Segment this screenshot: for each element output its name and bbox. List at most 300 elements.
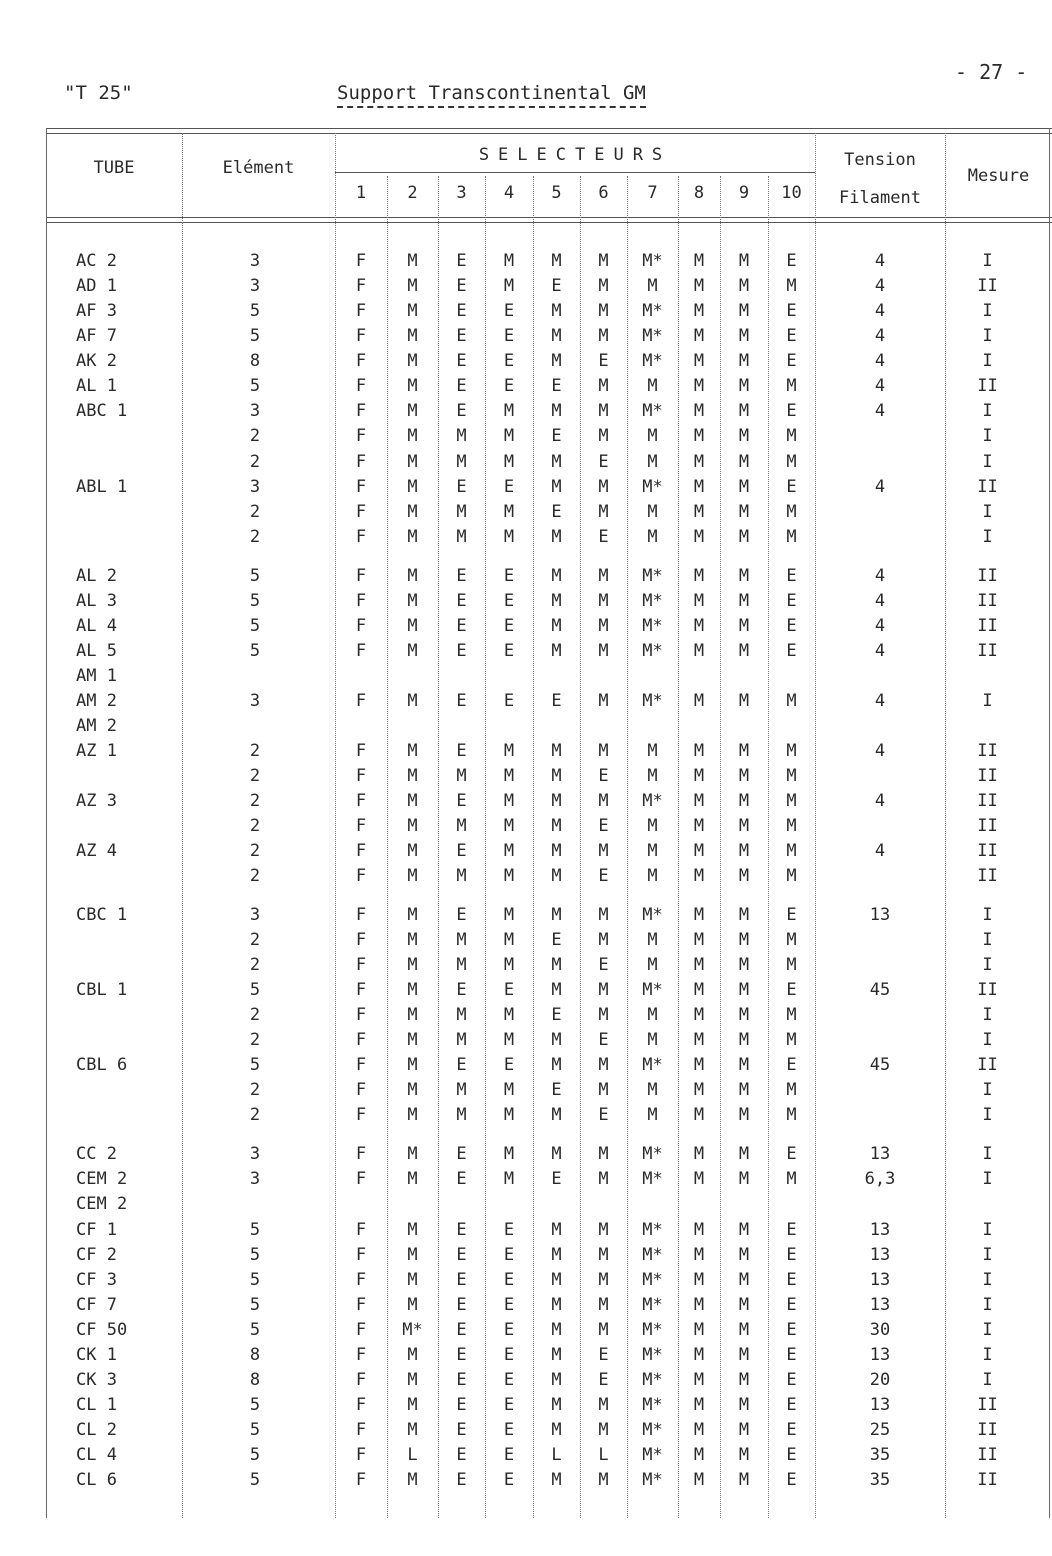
tension-cell: 20: [869, 1370, 891, 1390]
mesure-cell: I: [982, 326, 993, 346]
element-cell: 3: [249, 1169, 261, 1189]
selector-cell-2: M: [407, 1345, 418, 1365]
element-cell: 3: [249, 251, 261, 271]
selector-cell-8: M: [693, 1420, 705, 1440]
selector-cell-6: E: [598, 452, 609, 472]
mesure-cell: I: [982, 1295, 993, 1315]
selector-cell-3: E: [456, 1420, 467, 1440]
mesure-cell: I: [982, 351, 993, 371]
tube-cell: CK 3: [76, 1370, 117, 1390]
selector-cell-10: M: [786, 930, 797, 950]
selector-cell-9: M: [738, 276, 750, 296]
selector-cell-6: M: [598, 1395, 609, 1415]
selector-cell-5: M: [551, 1420, 562, 1440]
selector-cell-5: M: [551, 1470, 562, 1490]
selector-cell-1: F: [355, 276, 367, 296]
table-row: [0, 1443, 1052, 1468]
tension-cell: 4: [874, 566, 886, 586]
selector-cell-6: M: [598, 1420, 609, 1440]
selector-cell-6: M: [598, 1144, 609, 1164]
selector-cell-5: M: [551, 816, 562, 836]
tension-cell: 4: [874, 251, 886, 271]
selector-cell-3: M: [456, 930, 467, 950]
selector-cell-2: M: [407, 616, 418, 636]
selector-cell-5: M: [551, 1295, 562, 1315]
selector-cell-1: F: [355, 1295, 367, 1315]
selector-cell-4: E: [503, 1345, 515, 1365]
tension-cell: 13: [869, 1220, 891, 1240]
selector-cell-5: M: [551, 791, 562, 811]
element-cell: 2: [249, 527, 261, 547]
selector-cell-3: M: [456, 502, 467, 522]
selector-cell-2: M: [407, 1470, 418, 1490]
selector-cell-9: M: [738, 741, 750, 761]
tension-cell: 4: [874, 641, 886, 661]
selector-cell-2: M: [407, 301, 418, 321]
selector-cell-5: M: [551, 1105, 562, 1125]
selector-cell-9: M: [738, 351, 750, 371]
selector-cell-5: E: [551, 1005, 562, 1025]
selector-cell-10: E: [786, 616, 797, 636]
selector-cell-4: E: [503, 351, 515, 371]
tension-cell: 4: [874, 741, 886, 761]
selector-cell-1: F: [355, 1220, 367, 1240]
selector-cell-4: M: [503, 1144, 515, 1164]
element-cell: 5: [249, 566, 261, 586]
selector-cell-7: M*: [642, 566, 663, 586]
element-cell: 2: [249, 816, 261, 836]
selector-cell-7: M*: [642, 301, 663, 321]
selector-cell-8: M: [693, 426, 705, 446]
element-cell: 5: [249, 1420, 261, 1440]
table-row: [0, 1243, 1052, 1268]
selector-cell-10: E: [786, 980, 797, 1000]
table-row: [0, 274, 1052, 299]
selector-cell-7: M: [647, 955, 658, 975]
selector-cell-4: E: [503, 1220, 515, 1240]
selector-cell-5: M: [551, 1320, 562, 1340]
selector-cell-8: M: [693, 1320, 705, 1340]
table-row: [0, 1318, 1052, 1343]
selector-cell-8: M: [693, 1080, 705, 1100]
tension-cell: 45: [869, 1055, 891, 1075]
selector-cell-6: M: [598, 326, 609, 346]
selector-cell-6: M: [598, 980, 609, 1000]
selector-cell-10: M: [786, 791, 797, 811]
selector-cell-3: M: [456, 426, 467, 446]
mesure-cell: I: [982, 1270, 993, 1290]
selector-cell-10: E: [786, 1220, 797, 1240]
selector-cell-4: E: [503, 1295, 515, 1315]
selector-cell-3: E: [456, 641, 467, 661]
selector-cell-1: F: [355, 326, 367, 346]
selector-cell-9: M: [738, 691, 750, 711]
selector-cell-3: E: [456, 841, 467, 861]
tension-cell: 45: [869, 980, 891, 1000]
mesure-cell: I: [982, 1320, 993, 1340]
selector-cell-2: M: [407, 766, 418, 786]
tension-cell: 4: [874, 276, 886, 296]
selector-cell-8: M: [693, 980, 705, 1000]
header-selector-9: 9: [738, 183, 750, 203]
element-cell: 5: [249, 1395, 261, 1415]
selector-cell-9: M: [738, 591, 750, 611]
selector-cell-10: M: [786, 426, 797, 446]
header-tube: TUBE: [93, 158, 135, 178]
element-cell: 3: [249, 477, 261, 497]
selector-cell-9: M: [738, 1370, 750, 1390]
selector-cell-7: M*: [642, 1220, 663, 1240]
selector-cell-7: M*: [642, 1270, 663, 1290]
mesure-cell: I: [982, 401, 993, 421]
element-cell: 5: [249, 616, 261, 636]
selector-cell-8: M: [693, 502, 705, 522]
selector-cell-7: M: [647, 276, 658, 296]
selector-cell-3: E: [456, 1169, 467, 1189]
selector-cell-2: M: [407, 1245, 418, 1265]
selector-cell-9: M: [738, 766, 750, 786]
selector-cell-8: M: [693, 1245, 705, 1265]
table-row: [0, 249, 1052, 274]
selector-cell-3: E: [456, 1345, 467, 1365]
document-title: Support Transcontinental GM: [337, 82, 646, 108]
selector-cell-4: E: [503, 1445, 515, 1465]
selector-cell-8: M: [693, 905, 705, 925]
selector-cell-4: M: [503, 452, 515, 472]
selector-cell-3: M: [456, 955, 467, 975]
tension-cell: 4: [874, 616, 886, 636]
tube-cell: CF 1: [76, 1220, 117, 1240]
selector-cell-6: M: [598, 791, 609, 811]
selector-cell-10: E: [786, 477, 797, 497]
selector-cell-5: M: [551, 980, 562, 1000]
selector-cell-1: F: [355, 1345, 367, 1365]
selector-cell-1: F: [355, 741, 367, 761]
tube-cell: AF 7: [76, 326, 117, 346]
selector-cell-6: M: [598, 566, 609, 586]
tube-cell: CL 1: [76, 1395, 117, 1415]
element-cell: 2: [249, 741, 261, 761]
selector-cell-2: M: [407, 1105, 418, 1125]
table-row: [0, 1468, 1052, 1493]
selector-cell-5: M: [551, 955, 562, 975]
selector-cell-4: E: [503, 1245, 515, 1265]
selector-cell-7: M: [647, 930, 658, 950]
selector-cell-4: M: [503, 1105, 515, 1125]
element-cell: 2: [249, 1030, 261, 1050]
selector-cell-5: M: [551, 741, 562, 761]
selector-cell-2: M: [407, 527, 418, 547]
table-row: [0, 1192, 1052, 1217]
selector-cell-1: F: [355, 616, 367, 636]
selector-cell-5: M: [551, 1395, 562, 1415]
selector-cell-2: M: [407, 1055, 418, 1075]
selector-cell-5: M: [551, 616, 562, 636]
selector-cell-8: M: [693, 641, 705, 661]
table-row: [0, 614, 1052, 639]
element-cell: 2: [249, 426, 261, 446]
selector-cell-5: L: [551, 1445, 562, 1465]
selector-cell-10: E: [786, 1370, 797, 1390]
tension-cell: 30: [869, 1320, 891, 1340]
selector-cell-4: M: [503, 426, 515, 446]
selector-cell-9: M: [738, 1295, 750, 1315]
element-cell: 5: [249, 980, 261, 1000]
selector-cell-10: E: [786, 1420, 797, 1440]
selector-cell-3: E: [456, 566, 467, 586]
table-row: [0, 814, 1052, 839]
selector-cell-3: E: [456, 791, 467, 811]
selector-cell-5: M: [551, 1370, 562, 1390]
selector-cell-5: M: [551, 866, 562, 886]
mesure-cell: II: [977, 841, 998, 861]
table-row: [0, 374, 1052, 399]
selector-cell-9: M: [738, 1030, 750, 1050]
selector-cell-7: M*: [642, 1370, 663, 1390]
selector-cell-6: M: [598, 477, 609, 497]
selector-cell-4: E: [503, 477, 515, 497]
tube-cell: CEM 2: [76, 1169, 128, 1189]
selector-cell-7: M*: [642, 1320, 663, 1340]
selector-cell-3: E: [456, 1295, 467, 1315]
selector-cell-5: E: [551, 1080, 562, 1100]
selector-cell-9: M: [738, 326, 750, 346]
selector-cell-3: E: [456, 301, 467, 321]
selector-cell-5: E: [551, 1169, 562, 1189]
selector-cell-1: F: [355, 1169, 367, 1189]
selector-cell-4: M: [503, 841, 515, 861]
selector-cell-4: E: [503, 1395, 515, 1415]
selector-cell-9: M: [738, 616, 750, 636]
selector-cell-5: M: [551, 326, 562, 346]
selector-cell-5: M: [551, 527, 562, 547]
selector-cell-2: M: [407, 1169, 418, 1189]
tube-cell: CEM 2: [76, 1194, 128, 1214]
selector-cell-2: M: [407, 1005, 418, 1025]
element-cell: 5: [249, 1445, 261, 1465]
selector-cell-5: M: [551, 841, 562, 861]
selector-cell-10: M: [786, 527, 797, 547]
table-row: [0, 475, 1052, 500]
selector-cell-5: M: [551, 1245, 562, 1265]
tube-cell: CF 7: [76, 1295, 117, 1315]
selector-cell-8: M: [693, 1055, 705, 1075]
selector-cell-2: M: [407, 791, 418, 811]
table-row: [0, 639, 1052, 664]
selector-cell-1: F: [355, 1055, 367, 1075]
selector-cell-4: M: [503, 905, 515, 925]
selector-cell-1: F: [355, 1245, 367, 1265]
element-cell: 2: [249, 955, 261, 975]
tube-cell: AL 1: [76, 376, 117, 396]
table-row: [0, 764, 1052, 789]
selector-cell-3: E: [456, 276, 467, 296]
selector-cell-5: M: [551, 641, 562, 661]
tube-cell: CL 4: [76, 1445, 117, 1465]
tube-cell: CBL 1: [76, 980, 128, 1000]
selector-cell-8: M: [693, 591, 705, 611]
element-cell: 5: [249, 1220, 261, 1240]
element-cell: 8: [249, 351, 261, 371]
mesure-cell: I: [982, 691, 993, 711]
selector-cell-9: M: [738, 816, 750, 836]
selector-cell-7: M: [647, 816, 658, 836]
selector-cell-9: M: [738, 1245, 750, 1265]
selector-cell-5: E: [551, 426, 562, 446]
element-cell: 3: [249, 1144, 261, 1164]
selector-cell-4: E: [503, 591, 515, 611]
tube-cell: CK 1: [76, 1345, 117, 1365]
selector-cell-3: E: [456, 251, 467, 271]
selector-cell-4: E: [503, 326, 515, 346]
selector-cell-1: F: [355, 766, 367, 786]
selector-cell-8: M: [693, 1470, 705, 1490]
selector-cell-3: E: [456, 691, 467, 711]
selector-cell-3: M: [456, 452, 467, 472]
selector-cell-1: F: [355, 1270, 367, 1290]
header-selector-2: 2: [407, 183, 418, 203]
tension-cell: 35: [869, 1445, 891, 1465]
selector-cell-6: M: [598, 905, 609, 925]
header-selector-3: 3: [456, 183, 467, 203]
selector-cell-3: M: [456, 816, 467, 836]
selector-cell-2: M: [407, 866, 418, 886]
element-cell: 5: [249, 1270, 261, 1290]
selector-cell-2: M: [407, 1030, 418, 1050]
mesure-cell: I: [982, 1169, 993, 1189]
mesure-cell: II: [977, 641, 998, 661]
selector-cell-10: E: [786, 905, 797, 925]
element-cell: 8: [249, 1370, 261, 1390]
header-selector-7: 7: [647, 183, 658, 203]
selector-cell-2: M: [407, 1395, 418, 1415]
selector-cell-4: M: [503, 766, 515, 786]
selector-cell-7: M*: [642, 1395, 663, 1415]
tube-cell: AM 1: [76, 666, 117, 686]
element-cell: 5: [249, 1470, 261, 1490]
mesure-cell: I: [982, 1105, 993, 1125]
selector-cell-2: M: [407, 401, 418, 421]
selector-cell-10: E: [786, 1055, 797, 1075]
selector-cell-3: E: [456, 1470, 467, 1490]
selector-cell-6: M: [598, 276, 609, 296]
header-selector-6: 6: [598, 183, 609, 203]
selector-cell-4: M: [503, 791, 515, 811]
selector-cell-7: M*: [642, 1345, 663, 1365]
selector-cell-10: E: [786, 1395, 797, 1415]
element-cell: 2: [249, 841, 261, 861]
selector-cell-10: E: [786, 401, 797, 421]
selector-cell-2: M: [407, 1295, 418, 1315]
selector-cell-9: M: [738, 1144, 750, 1164]
selector-cell-7: M: [647, 452, 658, 472]
tube-cell: AZ 1: [76, 741, 117, 761]
selector-cell-4: M: [503, 866, 515, 886]
selector-cell-8: M: [693, 766, 705, 786]
selector-cell-10: E: [786, 301, 797, 321]
tube-cell: ABC 1: [76, 401, 128, 421]
selector-cell-10: E: [786, 1470, 797, 1490]
table-row: [0, 1078, 1052, 1103]
selector-cell-1: F: [355, 301, 367, 321]
selector-cell-6: M: [598, 376, 609, 396]
selector-cell-2: M*: [402, 1320, 423, 1340]
selector-cell-6: E: [598, 351, 609, 371]
selector-cell-6: E: [598, 1345, 609, 1365]
element-cell: 2: [249, 930, 261, 950]
tube-cell: AL 5: [76, 641, 117, 661]
element-cell: 8: [249, 1345, 261, 1365]
tube-cell: AZ 3: [76, 791, 117, 811]
page-number: - 27 -: [955, 60, 1028, 84]
selector-cell-3: E: [456, 1055, 467, 1075]
selector-cell-4: M: [503, 1080, 515, 1100]
table-row: [0, 1368, 1052, 1393]
selector-cell-3: E: [456, 1445, 467, 1465]
selector-cell-6: M: [598, 641, 609, 661]
selector-cell-3: M: [456, 1005, 467, 1025]
table-row: [0, 1053, 1052, 1078]
mesure-cell: II: [977, 376, 998, 396]
selector-cell-6: E: [598, 1105, 609, 1125]
selector-cell-10: E: [786, 641, 797, 661]
mesure-cell: II: [977, 766, 998, 786]
selector-cell-3: E: [456, 980, 467, 1000]
selector-cell-8: M: [693, 1105, 705, 1125]
element-cell: 2: [249, 452, 261, 472]
selector-cell-9: M: [738, 1220, 750, 1240]
mesure-cell: II: [977, 1420, 998, 1440]
selector-cell-5: M: [551, 452, 562, 472]
selector-cell-6: M: [598, 1245, 609, 1265]
selector-cell-1: F: [355, 955, 367, 975]
table-row: [0, 500, 1052, 525]
selector-cell-10: M: [786, 1105, 797, 1125]
tube-cell: AL 3: [76, 591, 117, 611]
selector-cell-10: E: [786, 591, 797, 611]
header-selector-1: 1: [355, 183, 367, 203]
selector-cell-8: M: [693, 930, 705, 950]
selector-cell-4: M: [503, 741, 515, 761]
table-row: [0, 450, 1052, 475]
element-cell: 5: [249, 1295, 261, 1315]
selector-cell-10: E: [786, 326, 797, 346]
selector-cell-1: F: [355, 251, 367, 271]
table-row: [0, 1142, 1052, 1167]
selector-cell-6: M: [598, 301, 609, 321]
tube-cell: AZ 4: [76, 841, 117, 861]
selector-cell-2: M: [407, 641, 418, 661]
mesure-cell: I: [982, 1030, 993, 1050]
selector-cell-9: M: [738, 980, 750, 1000]
selector-cell-10: M: [786, 452, 797, 472]
selector-cell-3: E: [456, 1220, 467, 1240]
selector-cell-5: E: [551, 276, 562, 296]
selector-cell-7: M: [647, 766, 658, 786]
selector-cell-6: M: [598, 930, 609, 950]
selector-cell-6: M: [598, 616, 609, 636]
tension-cell: 13: [869, 905, 891, 925]
selector-cell-5: M: [551, 566, 562, 586]
selector-cell-4: E: [503, 376, 515, 396]
selector-cell-6: E: [598, 955, 609, 975]
element-cell: 3: [249, 276, 261, 296]
selector-cell-9: M: [738, 566, 750, 586]
selector-cell-1: F: [355, 791, 367, 811]
selector-cell-7: M*: [642, 1295, 663, 1315]
table-row: [0, 714, 1052, 739]
selector-cell-1: F: [355, 376, 367, 396]
